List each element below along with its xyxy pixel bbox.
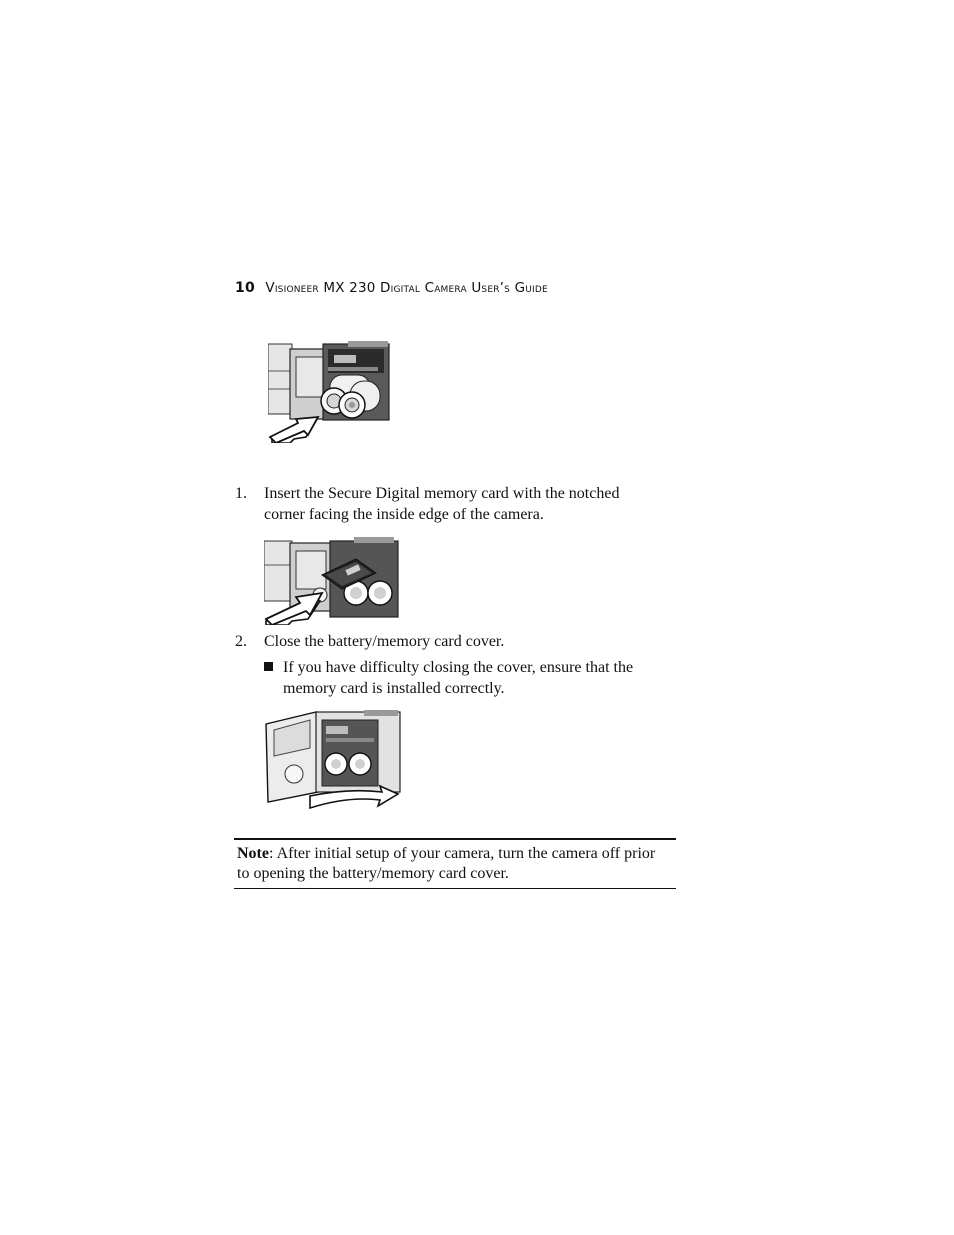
- note-text: After initial setup of your camera, turn the camera off prior to opening the battery/memory card cover.: [237, 845, 656, 882]
- insert-batteries-illustration: [268, 341, 390, 443]
- note-box: [234, 838, 676, 889]
- step-text: Insert the Secure Digital memory card with the notched corner facing the inside edge of the camera.: [264, 485, 620, 523]
- close-cover-illustration: [264, 710, 402, 810]
- bullet-text: If you have difficulty closing the cover, ensure that the memory card is installed correctly.: [283, 659, 634, 697]
- running-header: [235, 280, 548, 296]
- step-number: 1.: [235, 485, 247, 502]
- page-number: 10: [235, 280, 255, 296]
- insert-memory-card-illustration: [264, 537, 400, 625]
- running-title: Visioneer MX 230 Digital Camera User’s Guide: [265, 280, 548, 296]
- note-label: Note: [237, 845, 269, 862]
- step-number: 2.: [235, 633, 247, 650]
- step-text: Close the battery/memory card cover.: [264, 633, 505, 650]
- note-separator: :: [268, 845, 274, 862]
- note-body: [237, 844, 667, 884]
- bullet-square-icon: [264, 662, 273, 671]
